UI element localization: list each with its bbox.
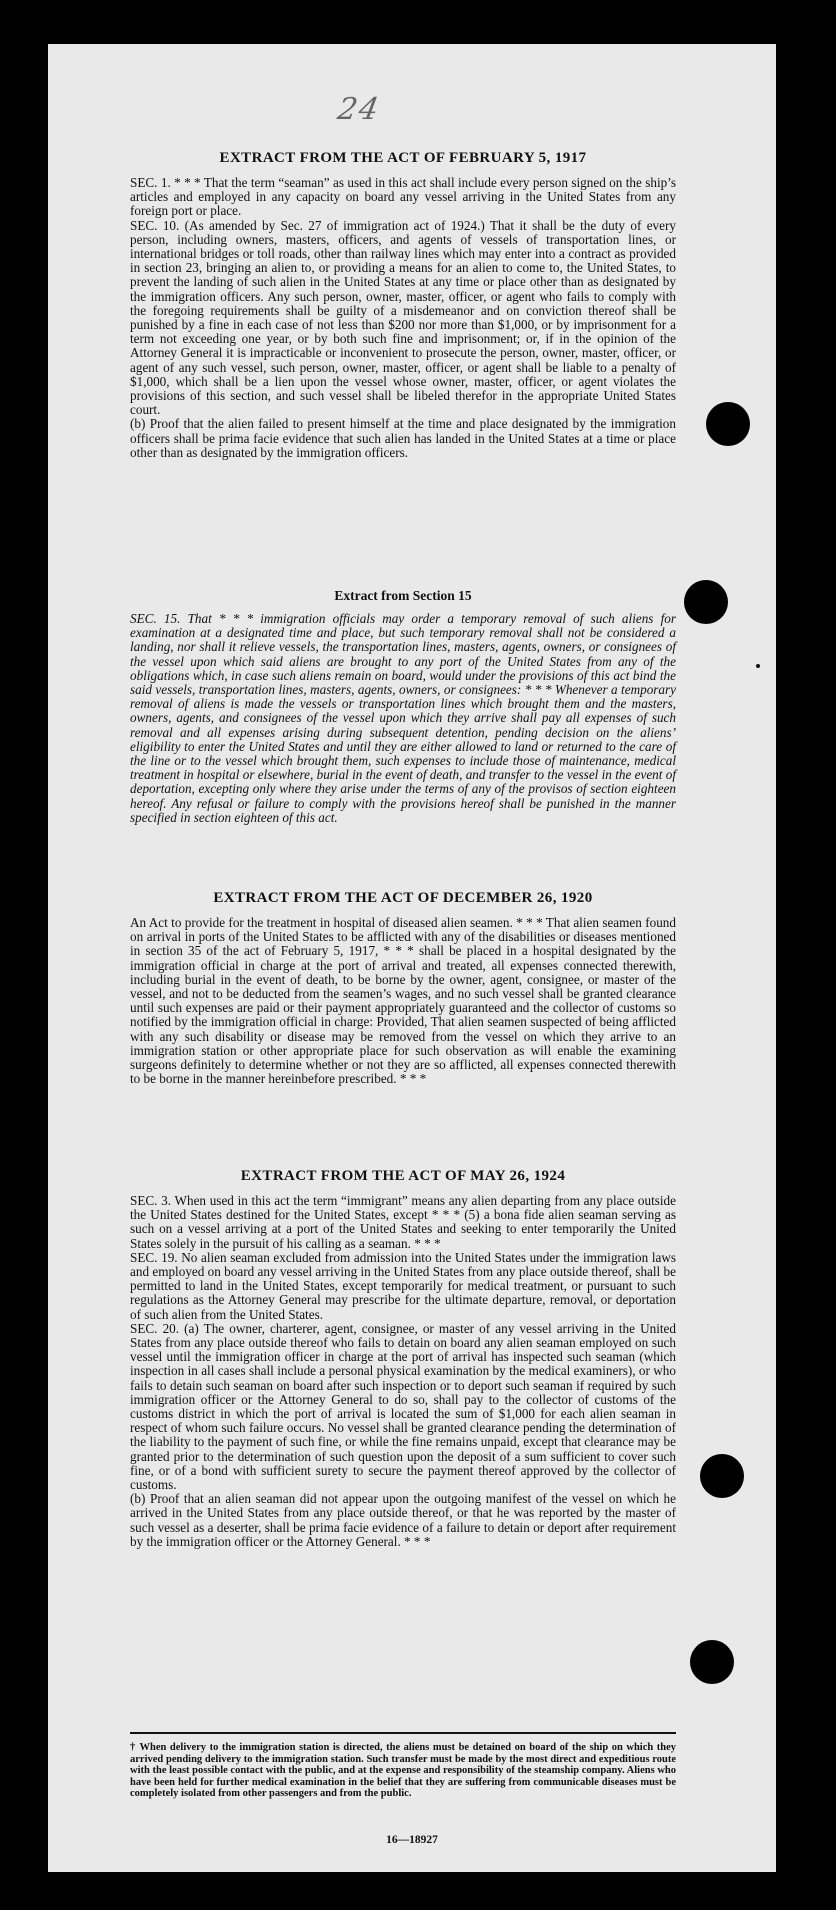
subtitle-section-15: Extract from Section 15: [334, 588, 472, 603]
feb-1917-body: [130, 176, 676, 460]
footnote-divider: [130, 1732, 676, 1734]
sec-20-paragraph: SEC. 20. (a) The owner, charterer, agent, consignee, or master of any vessel arriving in the United States from any place outside thereof who fails to detain on board any alien seaman employed on such vessel until the immigration officer in charge at the port of arrival has inspected such seaman (which inspection in all cases shall include a personal physical examination by the medical examiners), or who fails to detain such seaman on board after such inspection or to deport such seaman if required by such immigration officer or the Attorney General to do so, shall pay to the collector of customs of the customs district in which the port of arrival is located the sum of $1,000 for each alien seaman in respect of whom such failure occurs. No vessel shall be granted clearance pending the determination of the liability to the payment of such fine, or while the fine remains unpaid, except that clearance may be granted prior to the determination of such question upon the deposit of a sum sufficient to cover such fine, or of a bond with sufficient surety to secure the payment thereof approved by the collector of customs.: [130, 1320, 676, 1493]
footnote: † When delivery to the immigration station is directed, the aliens must be detained on board of the ship on which they arrived pending delivery to the immigration station. Such transfer must be made by the most direct and expeditious route with the least possible contact with the public, and at the expense and responsibility of the steamship company. Aliens who have been held for further medical examination in the belief that they are suffering from communicable diseases must be completely isolated from other passengers and from the public.: [130, 1742, 676, 1800]
title-feb-1917: EXTRACT FROM THE ACT OF FEBRUARY 5, 1917: [219, 150, 587, 166]
punch-hole: [706, 402, 750, 446]
punch-hole: [700, 1454, 744, 1498]
sec-3-paragraph: SEC. 3. When used in this act the term “immigrant” means any alien departing from any place outside the United States destined for the United States, except * * * (5) a bona fide alien seaman serving as such on a vessel arriving at a port of the United States and seeking to enter temporarily the United States solely in the pursuit of his calling as a seaman. * * *: [130, 1193, 676, 1251]
punch-hole: [690, 1640, 734, 1684]
sec-19-paragraph: SEC. 19. No alien seaman excluded from admission into the United States under the immigration laws and employed on board any vessel arriving in the United States from any place outside thereof, shall be permitted to land in the United States, except temporarily for medical treatment, or pursuant to such regulations as the Attorney General may prescribe for the ultimate departure, removal, or deportation of such alien from the United States.: [130, 1249, 676, 1322]
punch-hole: [684, 580, 728, 624]
margin-mark: [756, 664, 760, 668]
dec-1920-paragraph: An Act to provide for the treatment in hospital of diseased alien seamen. * * * That alien seamen found on arrival in ports of the United States to be afflicted with any of the disabilities or diseases mentioned in section 35 of the act of February 5, 1917, * * * shall be placed in a hospital designated by the immigration official in charge at the port of arrival and treated, all expenses connected therewith, including burial in the event of death, to be borne by the owner, agent, consignee, or master of the vessel, and not to be deducted from the seamen’s wages, and no such vessel shall be granted clearance until such expenses are paid or their payment appropriately guaranteed and the collector of customs so notified by the immigration official in charge: Provided, That alien seamen suspected of being afflicted with any such disability or disease may be removed from the vessel on which they arrive to an immigration station or other appropriate place for such observation as will enable the examining surgeons definitely to determine whether or not they are so afflicted, all expenses connected therewith to be borne in the manner hereinbefore prescribed. * * *: [130, 915, 676, 1087]
document-page: [48, 44, 776, 1872]
may-1924-body: [130, 1194, 676, 1549]
title-dec-1920: EXTRACT FROM THE ACT OF DECEMBER 26, 1920: [213, 890, 593, 906]
page-code: 16—18927: [386, 1834, 438, 1846]
sec-20b-paragraph: (b) Proof that an alien seaman did not appear upon the outgoing manifest of the vessel on which he arrived in the United States from any place outside thereof, or that he was reported by the master of such vessel as a deserter, shall be prima facie evidence of a failure to detain or deport after requirement by the immigration officer or the Attorney General. * * *: [130, 1491, 676, 1549]
sec-10-paragraph: SEC. 10. (As amended by Sec. 27 of immigration act of 1924.) That it shall be the duty of every person, including owners, masters, officers, and agents of vessels of transportation lines, or international bridges or toll roads, other than railway lines which may enter into a contract as provided in section 23, bringing an alien to, or providing a means for an alien to come to, the United States, to prevent the landing of such alien in the United States at any time or place other than as designated by the immigration officers. Any such person, owner, master, officer, or agent who fails to comply with the foregoing requirements shall be guilty of a misdemeanor and on conviction thereof shall be punished by a fine in each case of not less than $200 nor more than $1,000, or by imprisonment for a term not exceeding one year, or by both such fine and imprisonment; or, if in the opinion of the Attorney General it is impracticable or inconvenient to prosecute the person, owner, master, officer, or agent of any such vessel, such person, owner, master, officer, or agent shall be liable to a penalty of $1,000, which shall be a lien upon the vessel whose owner, master, officer, or agent violates the provisions of this section, and such vessel shall be libeled therefor in the appropriate United States court.: [130, 217, 676, 418]
sec-1-paragraph: SEC. 1. * * * That the term “seaman” as used in this act shall include every person signed on the ship’s articles and employed in any capacity on board any vessel arriving in the United States from any foreign port or place.: [130, 175, 676, 219]
sec-15-paragraph: SEC. 15. That * * * immigration officials may order a temporary removal of such aliens for examination at a designated time and place, but such temporary removal shall not be considered a landing, nor shall it relieve vessels, the transportation lines, masters, agents, owners, or consignees of the vessel upon which said aliens are brought to any port of the United States from any of the obligations which, in case such aliens remain on board, would under the provisions of this act bind the said vessels, transportation lines, masters, agents, owners, or consignees: * * * Whenever a temporary removal of aliens is made the vessels or transportation lines which brought them and the masters, owners, agents, and consignees of the vessel upon which they arrive shall pay all expenses of such removal and all expenses arising during subsequent detention, pending decision on the aliens’ eligibility to enter the United States and until they are either allowed to land or returned to the care of the line or to the vessel which brought them, such expenses to include those of maintenance, medical treatment in hospital or elsewhere, burial in the event of death, and transfer to the vessel in the event of deportation, excepting only where they arise under the terms of any of the provisos of section eighteen hereof. Any refusal or failure to comply with the provisions hereof shall be punished in the manner specified in section eighteen of this act.: [130, 611, 676, 825]
sec-10b-paragraph: (b) Proof that the alien failed to present himself at the time and place designated by the immigration officers shall be prima facie evidence that such alien has landed in the United States at a time or place other than as designated by the immigration officers.: [130, 416, 676, 460]
handwritten-page-number: 24: [334, 92, 384, 127]
title-may-1924: EXTRACT FROM THE ACT OF MAY 26, 1924: [240, 1168, 566, 1184]
